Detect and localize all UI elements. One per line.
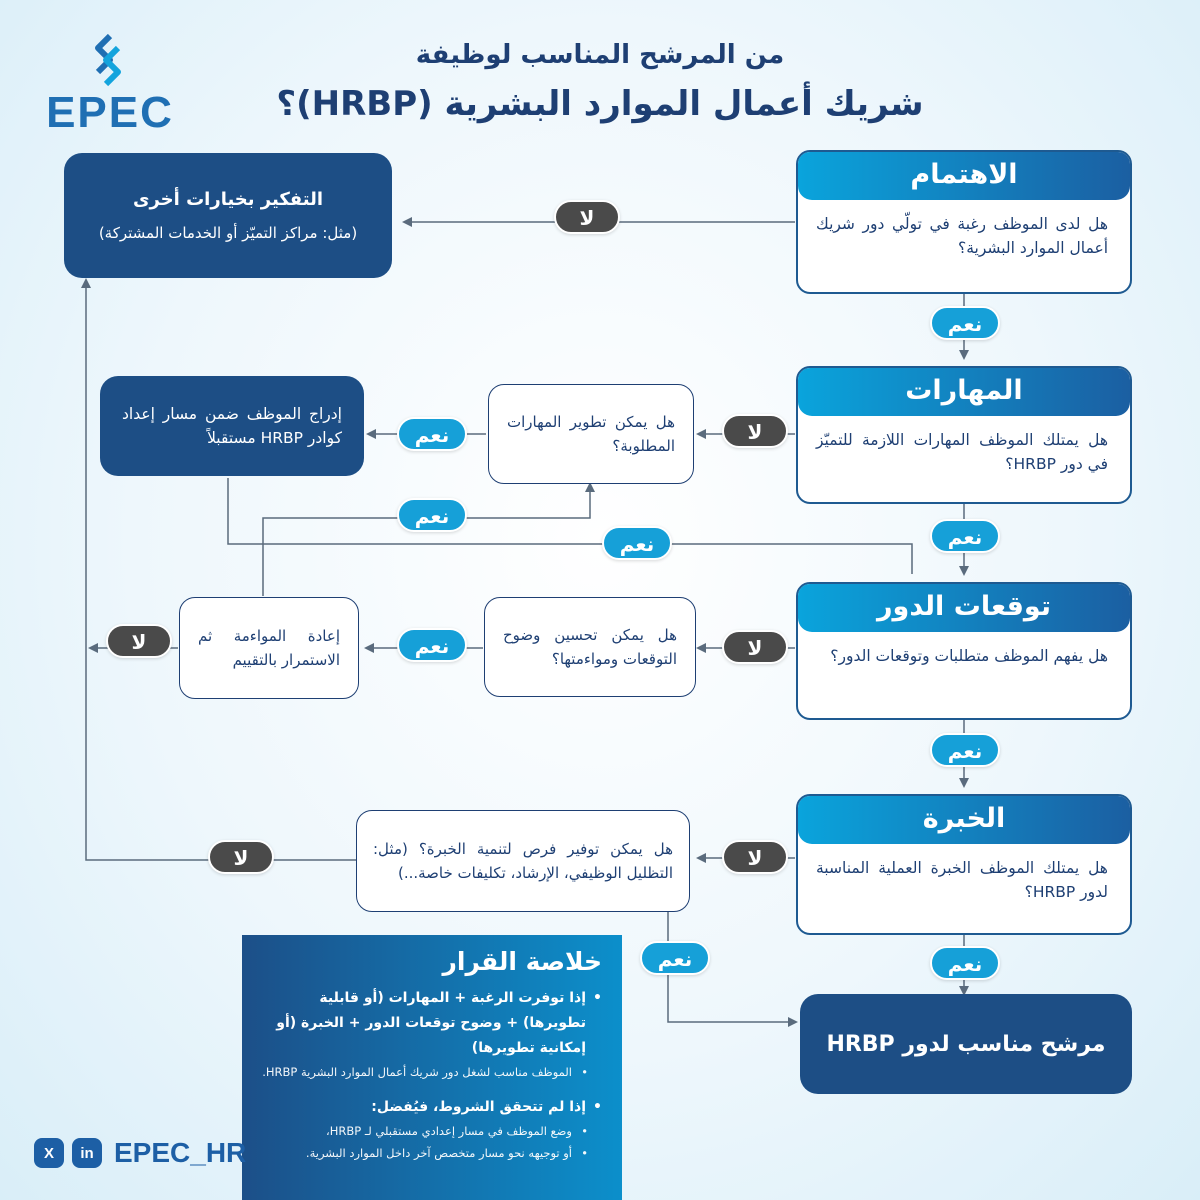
title-line-1: من المرشح المناسب لوظيفة [415, 40, 785, 70]
skills-card-question: هل يمتلك الموظف المهارات اللازمة للتميّز في دور HRBP؟ [816, 431, 1108, 473]
expectations-card [796, 582, 1132, 720]
yes-label-expectations: نعم [930, 733, 1000, 767]
other-options-example: (مثل: مراكز التميّز أو الخدمات المشتركة) [98, 224, 358, 242]
arrow-exp-q-no [86, 280, 356, 860]
realign-box-text: إعادة المواءمة ثم الاستمرار بالتقييم [198, 627, 340, 669]
yes-label-skills-development: نعم [397, 417, 467, 451]
social-footer [34, 1136, 246, 1170]
experience-development-question [356, 810, 690, 912]
skills-card [796, 366, 1132, 504]
yes-label-realign-loop: نعم [397, 498, 467, 532]
decision-summary [242, 935, 622, 1200]
other-options-box [64, 153, 392, 278]
no-label-interest: لا [554, 200, 620, 234]
social-handle[interactable]: EPEC_HR [114, 1137, 247, 1168]
no-label-skills: لا [722, 414, 788, 448]
yes-label-experience: نعم [930, 946, 1000, 980]
expectations-card-title: توقعات الدور [798, 584, 1130, 632]
epec-logo-icon [88, 34, 128, 88]
brand-logo-text: EPEC [46, 88, 174, 137]
experience-card [796, 794, 1132, 935]
realign-box [179, 597, 359, 699]
yes-label-expectations-clarity: نعم [397, 628, 467, 662]
expectations-clarity-question-text: هل يمكن تحسين وضوح التوقعات ومواءمتها؟ [503, 626, 677, 668]
hrbp-pipeline-box [100, 376, 364, 476]
summary-point-1: • إذا توفرت الرغبة + المهارات (أو قابلية تطويرها) + وضوح توقعات الدور + الخبرة (أو إمكانية تطويرها) [260, 986, 602, 1061]
yes-label-skills: نعم [930, 519, 1000, 553]
summary-point-2-detail-2: • أو توجيهه نحو مسار متخصص آخر داخل الموارد البشرية. [260, 1142, 602, 1164]
skills-card-title: المهارات [798, 368, 1130, 416]
no-label-experience: لا [722, 840, 788, 874]
experience-development-question-text: هل يمكن توفير فرص لتنمية الخبرة؟ (مثل: التظليل الوظيفي، الإرشاد، تكليفات خاصة...) [373, 840, 673, 882]
skills-development-question-text: هل يمكن تطوير المهارات المطلوبة؟ [507, 413, 675, 455]
yes-label-interest: نعم [930, 306, 1000, 340]
title-line-2: شريك أعمال الموارد البشرية (HRBP)؟ [276, 84, 924, 124]
experience-card-question: هل يمتلك الموظف الخبرة العملية المناسبة لدور HRBP؟ [816, 859, 1108, 901]
summary-title: خلاصة القرار [442, 947, 602, 976]
yes-label-experience-development: نعم [640, 941, 710, 975]
x-logo-icon[interactable]: X [34, 1138, 64, 1168]
summary-point-2-detail-1: • وضع الموظف في مسار إعدادي مستقبلي لـ HRBP، [260, 1120, 602, 1142]
hrbp-pipeline-text: إدراج الموظف ضمن مسار إعداد كوادر HRBP مستقبلاً [122, 405, 342, 447]
linkedin-logo-icon[interactable]: in [72, 1138, 102, 1168]
other-options-title: التفكير بخيارات أخرى [132, 189, 324, 210]
interest-card-question: هل لدى الموظف رغبة في تولّي دور شريك أعمال الموارد البشرية؟ [816, 215, 1108, 257]
expectations-clarity-question [484, 597, 696, 697]
experience-card-title: الخبرة [798, 796, 1130, 844]
no-label-realign: لا [106, 624, 172, 658]
summary-point-1-detail: • الموظف مناسب لشغل دور شريك أعمال الموارد البشرية HRBP. [260, 1061, 602, 1083]
summary-point-2: • إذا لم تتحقق الشروط، فيُفضل: [260, 1095, 602, 1120]
yes-label-pipeline-loop: نعم [602, 526, 672, 560]
interest-card [796, 150, 1132, 294]
interest-card-title: الاهتمام [798, 152, 1130, 200]
skills-development-question [488, 384, 694, 484]
expectations-card-question: هل يفهم الموظف متطلبات وتوقعات الدور؟ [830, 647, 1108, 665]
suitable-candidate-box: مرشح مناسب لدور HRBP [800, 994, 1132, 1094]
no-label-experience-development: لا [208, 840, 274, 874]
no-label-expectations: لا [722, 630, 788, 664]
